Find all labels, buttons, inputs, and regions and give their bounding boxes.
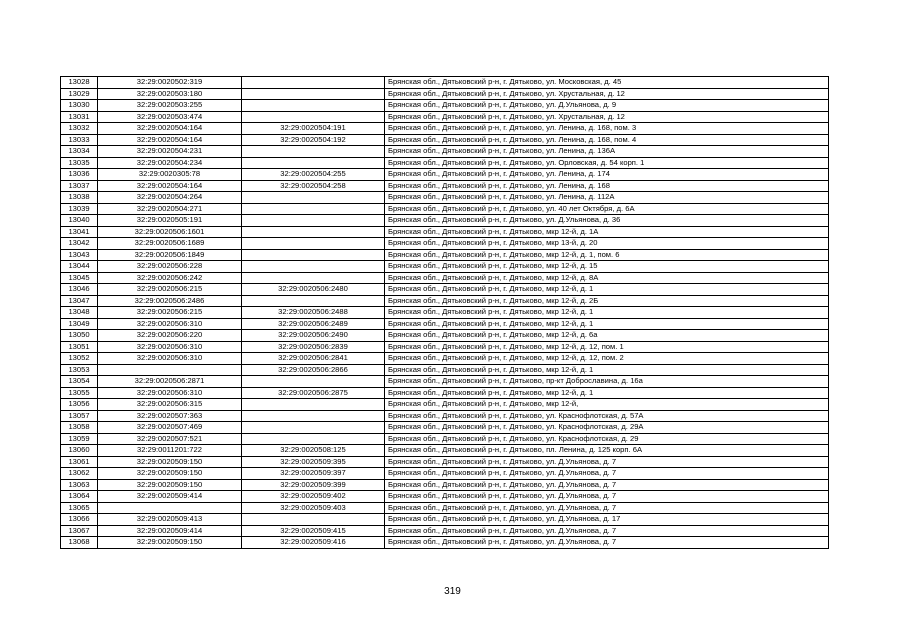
table-row [61, 272, 829, 284]
row-number-cell: 13046 [61, 284, 98, 296]
cadastral-number-cell: 32:29:0020506:310 [98, 318, 242, 330]
related-cadastral-number-cell [242, 192, 385, 204]
address-cell: Брянская обл., Дятьковский р-н, г. Дятьково, ул. Д.Ульянова, д. 7 [385, 479, 829, 491]
related-cadastral-number-cell: 32:29:0020506:2489 [242, 318, 385, 330]
row-number-cell: 13050 [61, 330, 98, 342]
address-cell: Брянская обл., Дятьковский р-н, г. Дятьково, ул. Д.Ульянова, д. 36 [385, 215, 829, 227]
table-row [61, 330, 829, 342]
related-cadastral-number-cell [242, 433, 385, 445]
address-cell: Брянская обл., Дятьковский р-н, г. Дятьково, мкр 12-й, д. 1 [385, 387, 829, 399]
registry-table [60, 76, 829, 549]
related-cadastral-number-cell [242, 422, 385, 434]
row-number-cell: 13057 [61, 410, 98, 422]
cadastral-number-cell: 32:29:0020507:521 [98, 433, 242, 445]
cadastral-number-cell: 32:29:0020506:2486 [98, 295, 242, 307]
cadastral-number-cell: 32:29:0020503:255 [98, 100, 242, 112]
related-cadastral-number-cell [242, 249, 385, 261]
cadastral-number-cell: 32:29:0020509:413 [98, 514, 242, 526]
cadastral-number-cell: 32:29:0020509:150 [98, 468, 242, 480]
address-cell: Брянская обл., Дятьковский р-н, г. Дятьково, мкр 12-й, д. 15 [385, 261, 829, 273]
row-number-cell: 13047 [61, 295, 98, 307]
address-cell: Брянская обл., Дятьковский р-н, г. Дятьково, мкр 12-й, д. 12, пом. 1 [385, 341, 829, 353]
address-cell: Брянская обл., Дятьковский р-н, г. Дятьково, мкр 12-й, д. 6а [385, 330, 829, 342]
related-cadastral-number-cell: 32:29:0020509:415 [242, 525, 385, 537]
row-number-cell: 13037 [61, 180, 98, 192]
row-number-cell: 13035 [61, 157, 98, 169]
cadastral-number-cell: 32:29:0020506:310 [98, 353, 242, 365]
related-cadastral-number-cell: 32:29:0020506:2875 [242, 387, 385, 399]
related-cadastral-number-cell [242, 157, 385, 169]
row-number-cell: 13043 [61, 249, 98, 261]
row-number-cell: 13030 [61, 100, 98, 112]
table-row [61, 88, 829, 100]
row-number-cell: 13048 [61, 307, 98, 319]
table-row [61, 100, 829, 112]
row-number-cell: 13039 [61, 203, 98, 215]
address-cell: Брянская обл., Дятьковский р-н, г. Дятьково, ул. Ленина, д. 168, пом. 3 [385, 123, 829, 135]
cadastral-number-cell: 32:29:0020506:215 [98, 307, 242, 319]
row-number-cell: 13066 [61, 514, 98, 526]
row-number-cell: 13028 [61, 77, 98, 89]
table-row [61, 353, 829, 365]
address-cell: Брянская обл., Дятьковский р-н, г. Дятьково, мкр 12-й, д. 1, пом. 6 [385, 249, 829, 261]
cadastral-number-cell: 32:29:0020502:319 [98, 77, 242, 89]
related-cadastral-number-cell [242, 376, 385, 388]
row-number-cell: 13040 [61, 215, 98, 227]
address-cell: Брянская обл., Дятьковский р-н, г. Дятьково, ул. Краснофлотская, д. 29 [385, 433, 829, 445]
related-cadastral-number-cell [242, 88, 385, 100]
related-cadastral-number-cell: 32:29:0020509:397 [242, 468, 385, 480]
related-cadastral-number-cell [242, 226, 385, 238]
row-number-cell: 13056 [61, 399, 98, 411]
table-row [61, 295, 829, 307]
table-row [61, 249, 829, 261]
related-cadastral-number-cell: 32:29:0020506:2841 [242, 353, 385, 365]
cadastral-number-cell [98, 502, 242, 514]
address-cell: Брянская обл., Дятьковский р-н, г. Дятьково, ул. Ленина, д. 168, пом. 4 [385, 134, 829, 146]
table-row [61, 468, 829, 480]
related-cadastral-number-cell [242, 203, 385, 215]
related-cadastral-number-cell: 32:29:0020506:2490 [242, 330, 385, 342]
related-cadastral-number-cell: 32:29:0020509:416 [242, 537, 385, 549]
address-cell: Брянская обл., Дятьковский р-н, г. Дятьково, ул. Д.Ульянова, д. 9 [385, 100, 829, 112]
cadastral-number-cell: 32:29:0020503:474 [98, 111, 242, 123]
row-number-cell: 13059 [61, 433, 98, 445]
address-cell: Брянская обл., Дятьковский р-н, г. Дятьково, ул. Хрустальная, д. 12 [385, 88, 829, 100]
related-cadastral-number-cell [242, 238, 385, 250]
address-cell: Брянская обл., Дятьковский р-н, г. Дятьково, мкр 12-й, [385, 399, 829, 411]
cadastral-number-cell: 32:29:0020504:164 [98, 123, 242, 135]
related-cadastral-number-cell: 32:29:0020504:192 [242, 134, 385, 146]
row-number-cell: 13036 [61, 169, 98, 181]
table-row [61, 514, 829, 526]
related-cadastral-number-cell [242, 100, 385, 112]
cadastral-number-cell: 32:29:0020506:228 [98, 261, 242, 273]
cadastral-number-cell: 32:29:0020506:215 [98, 284, 242, 296]
cadastral-number-cell: 32:29:0020509:150 [98, 456, 242, 468]
table-row [61, 123, 829, 135]
cadastral-number-cell [98, 364, 242, 376]
cadastral-number-cell: 32:29:0020506:315 [98, 399, 242, 411]
row-number-cell: 13042 [61, 238, 98, 250]
related-cadastral-number-cell: 32:29:0020504:258 [242, 180, 385, 192]
table-row [61, 318, 829, 330]
address-cell: Брянская обл., Дятьковский р-н, г. Дятьково, мкр 12-й, д. 2Б [385, 295, 829, 307]
address-cell: Брянская обл., Дятьковский р-н, г. Дятьково, ул. Ленина, д. 112А [385, 192, 829, 204]
row-number-cell: 13054 [61, 376, 98, 388]
table-row [61, 111, 829, 123]
address-cell: Брянская обл., Дятьковский р-н, г. Дятьково, ул. Д.Ульянова, д. 7 [385, 502, 829, 514]
related-cadastral-number-cell: 32:29:0020504:255 [242, 169, 385, 181]
cadastral-number-cell: 32:29:0020503:180 [98, 88, 242, 100]
table-row [61, 203, 829, 215]
row-number-cell: 13068 [61, 537, 98, 549]
address-cell: Брянская обл., Дятьковский р-н, г. Дятьково, ул. Д.Ульянова, д. 7 [385, 537, 829, 549]
table-row [61, 376, 829, 388]
address-cell: Брянская обл., Дятьковский р-н, г. Дятьково, пр-кт Доброславина, д. 16а [385, 376, 829, 388]
cadastral-number-cell: 32:29:0020506:1689 [98, 238, 242, 250]
row-number-cell: 13034 [61, 146, 98, 158]
cadastral-number-cell: 32:29:0011201:722 [98, 445, 242, 457]
row-number-cell: 13053 [61, 364, 98, 376]
related-cadastral-number-cell: 32:29:0020506:2866 [242, 364, 385, 376]
cadastral-number-cell: 32:29:0020504:231 [98, 146, 242, 158]
registry-table-body [61, 77, 829, 549]
table-row [61, 307, 829, 319]
table-row [61, 399, 829, 411]
cadastral-number-cell: 32:29:0020506:220 [98, 330, 242, 342]
row-number-cell: 13067 [61, 525, 98, 537]
row-number-cell: 13033 [61, 134, 98, 146]
address-cell: Брянская обл., Дятьковский р-н, г. Дятьково, мкр 13-й, д. 20 [385, 238, 829, 250]
address-cell: Брянская обл., Дятьковский р-н, г. Дятьково, мкр 12-й, д. 1 [385, 364, 829, 376]
table-row [61, 134, 829, 146]
cadastral-number-cell: 32:29:0020509:414 [98, 525, 242, 537]
table-row [61, 77, 829, 89]
address-cell: Брянская обл., Дятьковский р-н, г. Дятьково, ул. Д.Ульянова, д. 7 [385, 525, 829, 537]
related-cadastral-number-cell: 32:29:0020509:403 [242, 502, 385, 514]
cadastral-number-cell: 32:29:0020506:1849 [98, 249, 242, 261]
related-cadastral-number-cell: 32:29:0020509:399 [242, 479, 385, 491]
related-cadastral-number-cell [242, 272, 385, 284]
row-number-cell: 13029 [61, 88, 98, 100]
row-number-cell: 13063 [61, 479, 98, 491]
related-cadastral-number-cell [242, 146, 385, 158]
table-row [61, 422, 829, 434]
cadastral-number-cell: 32:29:0020504:271 [98, 203, 242, 215]
table-row [61, 364, 829, 376]
address-cell: Брянская обл., Дятьковский р-н, г. Дятьково, ул. Хрустальная, д. 12 [385, 111, 829, 123]
table-row [61, 525, 829, 537]
table-row [61, 169, 829, 181]
address-cell: Брянская обл., Дятьковский р-н, г. Дятьково, мкр 12-й, д. 1 [385, 307, 829, 319]
address-cell: Брянская обл., Дятьковский р-н, г. Дятьково, ул. 40 лет Октября, д. 6А [385, 203, 829, 215]
related-cadastral-number-cell: 32:29:0020506:2839 [242, 341, 385, 353]
table-row [61, 433, 829, 445]
cadastral-number-cell: 32:29:0020509:150 [98, 479, 242, 491]
related-cadastral-number-cell: 32:29:0020509:402 [242, 491, 385, 503]
row-number-cell: 13049 [61, 318, 98, 330]
related-cadastral-number-cell [242, 77, 385, 89]
row-number-cell: 13060 [61, 445, 98, 457]
related-cadastral-number-cell: 32:29:0020509:395 [242, 456, 385, 468]
table-row [61, 261, 829, 273]
related-cadastral-number-cell [242, 295, 385, 307]
row-number-cell: 13062 [61, 468, 98, 480]
related-cadastral-number-cell: 32:29:0020508:125 [242, 445, 385, 457]
row-number-cell: 13064 [61, 491, 98, 503]
cadastral-number-cell: 32:29:0020506:310 [98, 387, 242, 399]
table-row [61, 238, 829, 250]
address-cell: Брянская обл., Дятьковский р-н, г. Дятьково, ул. Московская, д. 45 [385, 77, 829, 89]
cadastral-number-cell: 32:29:0020505:191 [98, 215, 242, 227]
address-cell: Брянская обл., Дятьковский р-н, г. Дятьково, пл. Ленина, д. 125 корп. 6А [385, 445, 829, 457]
table-row [61, 491, 829, 503]
related-cadastral-number-cell: 32:29:0020506:2488 [242, 307, 385, 319]
table-row [61, 192, 829, 204]
row-number-cell: 13065 [61, 502, 98, 514]
related-cadastral-number-cell [242, 261, 385, 273]
cadastral-number-cell: 32:29:0020305:78 [98, 169, 242, 181]
related-cadastral-number-cell [242, 410, 385, 422]
row-number-cell: 13055 [61, 387, 98, 399]
address-cell: Брянская обл., Дятьковский р-н, г. Дятьково, ул. Ленина, д. 136А [385, 146, 829, 158]
address-cell: Брянская обл., Дятьковский р-н, г. Дятьково, ул. Ленина, д. 174 [385, 169, 829, 181]
address-cell: Брянская обл., Дятьковский р-н, г. Дятьково, ул. Краснофлотская, д. 57А [385, 410, 829, 422]
related-cadastral-number-cell [242, 514, 385, 526]
cadastral-number-cell: 32:29:0020504:234 [98, 157, 242, 169]
row-number-cell: 13058 [61, 422, 98, 434]
table-row [61, 284, 829, 296]
address-cell: Брянская обл., Дятьковский р-н, г. Дятьково, мкр 12-й, д. 1 [385, 284, 829, 296]
address-cell: Брянская обл., Дятьковский р-н, г. Дятьково, мкр 12-й, д. 1А [385, 226, 829, 238]
cadastral-number-cell: 32:29:0020504:264 [98, 192, 242, 204]
related-cadastral-number-cell [242, 399, 385, 411]
address-cell: Брянская обл., Дятьковский р-н, г. Дятьково, ул. Краснофлотская, д. 29А [385, 422, 829, 434]
cadastral-number-cell: 32:29:0020506:2871 [98, 376, 242, 388]
address-cell: Брянская обл., Дятьковский р-н, г. Дятьково, ул. Д.Ульянова, д. 17 [385, 514, 829, 526]
table-row [61, 341, 829, 353]
address-cell: Брянская обл., Дятьковский р-н, г. Дятьково, мкр 12-й, д. 1 [385, 318, 829, 330]
address-cell: Брянская обл., Дятьковский р-н, г. Дятьково, ул. Д.Ульянова, д. 7 [385, 468, 829, 480]
table-row [61, 479, 829, 491]
table-row [61, 180, 829, 192]
cadastral-number-cell: 32:29:0020504:164 [98, 134, 242, 146]
table-row [61, 445, 829, 457]
cadastral-number-cell: 32:29:0020507:363 [98, 410, 242, 422]
cadastral-number-cell: 32:29:0020509:150 [98, 537, 242, 549]
row-number-cell: 13041 [61, 226, 98, 238]
address-cell: Брянская обл., Дятьковский р-н, г. Дятьково, ул. Д.Ульянова, д. 7 [385, 491, 829, 503]
row-number-cell: 13061 [61, 456, 98, 468]
address-cell: Брянская обл., Дятьковский р-н, г. Дятьково, ул. Ленина, д. 168 [385, 180, 829, 192]
cadastral-number-cell: 32:29:0020506:242 [98, 272, 242, 284]
table-row [61, 387, 829, 399]
related-cadastral-number-cell: 32:29:0020506:2480 [242, 284, 385, 296]
address-cell: Брянская обл., Дятьковский р-н, г. Дятьково, ул. Д.Ульянова, д. 7 [385, 456, 829, 468]
related-cadastral-number-cell [242, 111, 385, 123]
row-number-cell: 13044 [61, 261, 98, 273]
row-number-cell: 13038 [61, 192, 98, 204]
table-row [61, 502, 829, 514]
row-number-cell: 13032 [61, 123, 98, 135]
cadastral-number-cell: 32:29:0020506:310 [98, 341, 242, 353]
address-cell: Брянская обл., Дятьковский р-н, г. Дятьково, мкр 12-й, д. 8А [385, 272, 829, 284]
related-cadastral-number-cell [242, 215, 385, 227]
cadastral-number-cell: 32:29:0020507:469 [98, 422, 242, 434]
cadastral-number-cell: 32:29:0020504:164 [98, 180, 242, 192]
related-cadastral-number-cell: 32:29:0020504:191 [242, 123, 385, 135]
table-row [61, 537, 829, 549]
cadastral-number-cell: 32:29:0020509:414 [98, 491, 242, 503]
table-row [61, 226, 829, 238]
address-cell: Брянская обл., Дятьковский р-н, г. Дятьково, ул. Орловская, д. 54 корп. 1 [385, 157, 829, 169]
table-row [61, 146, 829, 158]
table-row [61, 215, 829, 227]
row-number-cell: 13051 [61, 341, 98, 353]
row-number-cell: 13052 [61, 353, 98, 365]
address-cell: Брянская обл., Дятьковский р-н, г. Дятьково, мкр 12-й, д. 12, пом. 2 [385, 353, 829, 365]
table-row [61, 410, 829, 422]
page-number: 319 [444, 586, 461, 597]
row-number-cell: 13031 [61, 111, 98, 123]
cadastral-number-cell: 32:29:0020506:1601 [98, 226, 242, 238]
table-row [61, 157, 829, 169]
row-number-cell: 13045 [61, 272, 98, 284]
table-row [61, 456, 829, 468]
